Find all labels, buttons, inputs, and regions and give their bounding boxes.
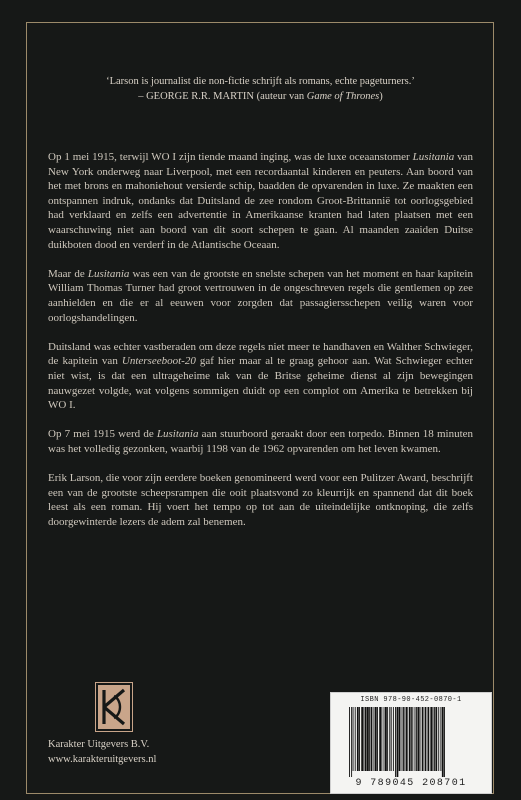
blurb-paragraph — [48, 471, 473, 529]
paragraph-text: Op 1 mei 1915, terwijl WO I zijn tiende maand inging, was de luxe oceaanstomer — [48, 151, 413, 163]
publisher-name: Karakter Uitgevers B.V. — [48, 739, 150, 750]
blurb-paragraph — [48, 340, 473, 413]
ean-digits: 9 789045 208701 — [355, 778, 467, 789]
barcode-bar — [404, 707, 405, 771]
barcode-bar — [359, 707, 360, 771]
barcode-bar — [361, 707, 363, 771]
barcode-bar — [412, 707, 413, 771]
barcode-bar — [411, 707, 412, 771]
barcode-bar — [442, 707, 444, 777]
barcode-bar — [397, 707, 399, 777]
barcode-bar — [434, 707, 435, 771]
barcode-bar — [351, 707, 352, 777]
barcode-bar — [416, 707, 417, 771]
italic-title: Unterseeboot-20 — [121, 355, 196, 368]
paragraph-text: was een van de grootste en snelste schepen van het moment en haar kapitein William Thomas Turner had groot vertrouwen in de ongeschreven regels die gentlemen op zee aanhielden en die er al eeuwen voor zorgden dat passagiersschepen veilig waren voor oorlogshandelingen. — [48, 267, 473, 324]
blurb-body — [48, 150, 473, 544]
barcode-bar — [349, 707, 350, 777]
barcode-bar — [373, 707, 374, 771]
barcode-bar — [384, 707, 385, 771]
barcode-bar — [395, 707, 396, 777]
isbn-label: ISBN 978-90-452-0870-1 — [360, 696, 462, 704]
italic-title: Lusitania — [412, 151, 455, 163]
barcode-bar — [415, 707, 416, 771]
endorsement-quote — [40, 74, 481, 104]
barcode-bar — [375, 707, 377, 771]
isbn-barcode — [330, 692, 492, 794]
paragraph-text: van New York onderweg naar Liverpool, met een recordaantal kinderen en peuters. Aan boord van het met brons en mahoniehout versierde schip, baadden de opvarenden in luxe. Ze maakten een ontspannen indruk, ondanks dat Duitsland de zee rondom Groot-Brittannië tot oorlogsgebied had verklaard en zelfs een advertentie in Amerikaanse kranten had laten plaatsen met een waarschuwing niet aan boord van dit soort schepen te gaan. Al maanden zaaiden Duitse duikboten dood en verderf in de Atlantische Oceaan. — [48, 151, 473, 251]
publisher-url: www.karakteruitgevers.nl — [48, 754, 157, 765]
paragraph-text: gaf hier maar al te graag gehoor aan. Wat Schwieger echter niet wist, is dat een ultrageheime tak van de Britse geheime dienst al zijn bewegingen nauwgezet volgde, wat volgens sommigen duidt op een complot om Amerika te betrekken bij WO I. — [48, 355, 474, 412]
quote-text: ‘Larson is journalist die non-fictie schrijft als romans, echte pageturners.’ — [106, 76, 415, 87]
barcode-bar — [389, 707, 390, 771]
paragraph-text: Duitsland was echter vastberaden om deze regels niet meer te handhaven en Walther Schwieger, de kapitein van — [48, 340, 473, 368]
barcode-bar — [355, 707, 356, 771]
barcode-bar — [420, 707, 421, 771]
barcode-bar — [393, 707, 394, 771]
barcode-bar — [363, 707, 364, 771]
blurb-paragraph — [48, 427, 473, 456]
attribution-suffix: ) — [379, 91, 383, 102]
barcode-bar — [387, 707, 388, 771]
barcode-bar — [353, 707, 354, 771]
barcode-bar — [357, 707, 359, 771]
barcode-bar — [365, 707, 367, 771]
paragraph-text: Op 7 mei 1915 werd de — [48, 428, 157, 441]
barcode-bar — [435, 707, 437, 771]
publisher-info — [48, 737, 248, 767]
blurb-paragraph — [48, 150, 473, 252]
barcode-bar — [399, 707, 401, 771]
barcode-bar — [381, 707, 382, 771]
barcode-bar — [440, 707, 441, 771]
barcode-bar — [427, 707, 429, 771]
paragraph-text: aan stuurboord geraakt door een torpedo. Binnen 18 minuten was het volledig gezonken, waarbij 1198 van de 1962 opvarenden om het leven kwamen. — [48, 428, 474, 455]
barcode-bar — [409, 707, 411, 771]
barcode-bar — [371, 707, 373, 771]
barcode-bar — [433, 707, 434, 771]
barcode-bar — [438, 707, 439, 771]
attribution-prefix: – GEORGE R.R. MARTIN (auteur van — [138, 91, 307, 102]
italic-title: Lusitania — [156, 428, 199, 441]
barcode-bar — [417, 707, 419, 771]
barcode-bar — [402, 707, 403, 771]
barcode-bar — [367, 707, 369, 771]
barcode-bar — [377, 707, 378, 771]
italic-title: Lusitania — [87, 267, 130, 280]
quote-attribution — [40, 89, 481, 104]
barcode-bar — [422, 707, 424, 771]
barcode-bar — [369, 707, 370, 771]
paragraph-text: Erik Larson, die voor zijn eerdere boeken genomineerd werd voor een Pulitzer Award, beschrijft een van de grootste scheepsrampen die ooit plaatsvond zo kleurrijk en spannend dat dit boek leest als een roman. Hij voert het tempo op tot aan de uiteindelijke ontknoping, die zelfs doorgewinterde lezers de adem zal benemen. — [48, 472, 473, 528]
attribution-title: Game of Thrones — [306, 91, 380, 102]
blurb-paragraph — [48, 267, 473, 325]
barcode-bar — [406, 707, 408, 771]
publisher-logo-icon — [95, 682, 133, 732]
barcode-bar — [430, 707, 432, 771]
barcode-bar — [385, 707, 387, 771]
barcode-bars — [347, 707, 475, 777]
barcode-bar — [403, 707, 404, 771]
barcode-bar — [379, 707, 381, 771]
paragraph-text: Maar de — [48, 267, 88, 280]
barcode-bar — [391, 707, 392, 771]
barcode-bar — [425, 707, 427, 771]
barcode-bar — [444, 707, 445, 777]
